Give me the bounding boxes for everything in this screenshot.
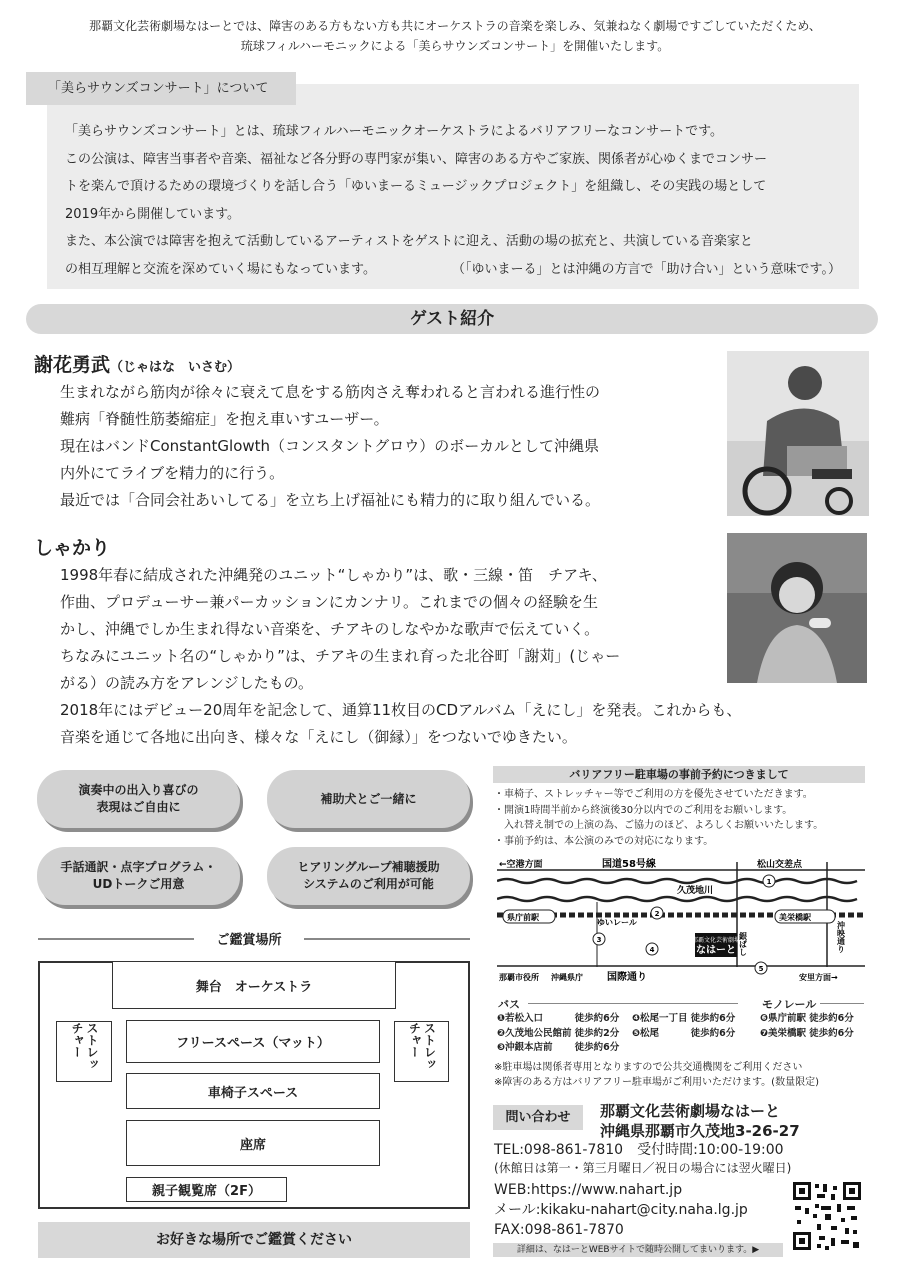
guest-1-photo <box>727 351 869 516</box>
feature-free-expression <box>37 770 240 828</box>
map-river: 久茂地川 <box>677 886 714 896</box>
monorail-station <box>760 1027 854 1042</box>
contact-links <box>494 1180 748 1240</box>
bus-stop <box>497 1027 619 1042</box>
bus-stop-name: ❷久茂地公民館前 <box>497 1027 572 1039</box>
viewing-title: ご鑑賞場所 <box>194 929 304 948</box>
guest-2-name: しゃかり <box>34 537 111 559</box>
guest-2-portrait <box>727 533 867 683</box>
access-map <box>497 857 865 987</box>
guest-2-bio <box>60 562 741 751</box>
contact-venue <box>600 1101 800 1141</box>
web-link[interactable]: WEB:https://www.nahart.jp <box>494 1182 683 1198</box>
bus-stop-name: ❶若松入口 <box>497 1013 544 1024</box>
river-wave-bottom <box>497 897 857 901</box>
feature-text: 手話通訳・点字プログラム・ UDトークご用意 <box>60 860 217 891</box>
bus-stop-name: ❹松尾一丁目 <box>632 1013 688 1024</box>
seating: 座席 <box>126 1120 380 1166</box>
parking-title: バリアフリー駐車場の事前予約につきまして <box>493 766 865 783</box>
guest-1-bio-line: 難病「脊髄性筋萎縮症」を抱え車いすユーザー。 <box>60 410 389 428</box>
feature-text: ヒアリングループ補聴援助 システムのご利用が可能 <box>297 860 440 891</box>
qr-code-image <box>791 1180 863 1252</box>
guest-2-bio-line: がる）の読み方をアレンジしたもの。 <box>60 674 314 692</box>
guest-1-bio-line: 最近では「合同会社あいしてる」を立ち上げ福祉にも精力的に取り組んでいる。 <box>60 491 601 509</box>
river-wave-top <box>497 879 857 883</box>
map-matsuyama: 松山交差点 <box>757 860 803 870</box>
bus-stops-col-2 <box>632 1012 735 1041</box>
about-line: この公演は、障害当事者や音楽、福祉など各分野の専門家が集い、障害のある方やご家族、関係者が心ゆくまでコンサー <box>65 151 768 167</box>
about-box <box>47 84 859 289</box>
bus-divider <box>528 1003 738 1004</box>
map-city-hall: 那覇市役所 <box>499 973 539 982</box>
stretcher-left: ストレッチャー <box>56 1021 112 1082</box>
map-okiei: 沖映通り <box>836 921 846 953</box>
about-last-line: の相互理解と交流を深めていく場にもなっています。 <box>65 261 376 277</box>
intro-line-2: 琉球フィルハーモニックによる「美らサウンズコンサート」を開催いたします。 <box>240 39 670 53</box>
feature-service-dog <box>267 770 470 828</box>
intro-text <box>60 16 850 56</box>
bus-stop-walk: 徒歩約6分 <box>574 1042 620 1053</box>
map-drawing <box>497 857 865 987</box>
parking-note: ・開演1時間半前から終演後30分以内でのご利用をお願いします。 <box>494 804 793 816</box>
bus-title: バス <box>498 998 520 1011</box>
map-asato: 安里方面→ <box>799 973 838 982</box>
enjoy-message: お好きな場所でご鑑賞ください <box>38 1222 470 1258</box>
bus-stop <box>497 1012 619 1027</box>
fax-number: FAX:098-861-7870 <box>494 1222 624 1238</box>
about-line: 2019年から開催しています。 <box>65 206 241 222</box>
monorail-station-walk: 徒歩約6分 <box>809 1027 854 1039</box>
qr-code[interactable] <box>791 1180 863 1252</box>
parking-warning: ※障害のある方はバリアフリー駐車場がご利用いただけます。(数量限定) <box>494 1077 819 1088</box>
closed-days: (休館日は第一・第三月曜日／祝日の場合には翌火曜日) <box>494 1161 792 1175</box>
map-pref-office: 沖縄県庁 <box>551 973 583 982</box>
map-route58: 国道58号線 <box>602 859 656 870</box>
guest-1-reading: （じゃはな いさむ） <box>110 360 241 375</box>
stage: 舞台 オーケストラ <box>112 961 396 1009</box>
map-kokusai: 国際通り <box>607 972 647 983</box>
about-line <box>65 256 841 284</box>
bus-stop-name: ❸沖銀本店前 <box>497 1042 553 1053</box>
family-seats: 親子観覧席（2F） <box>126 1177 287 1202</box>
details-note[interactable]: 詳細は、なはーとWEBサイトで随時公開してまいります。▶ <box>493 1243 783 1257</box>
stop-2-number: 2 <box>654 910 660 918</box>
wheelchair-space: 車椅子スペース <box>126 1073 380 1109</box>
guest-2-bio-line: 2018年にはデビュー20周年を記念して、通算11枚目のCDアルバム「えにし」を発表。これからも、 <box>60 701 742 719</box>
guest-1-name-text: 謝花勇武 <box>34 354 111 376</box>
bus-stop-name: ❺松尾 <box>632 1027 660 1039</box>
feature-sign-language <box>37 847 240 905</box>
contact-tel: TEL:098-861-7810 受付時間:10:00-19:00 <box>494 1142 784 1158</box>
about-line: トを楽んで頂けるための環境づくりを話し合う「ゆいまーるミュージックプロジェクト」を組織し、その実践の場として <box>65 179 767 194</box>
guest-section-heading: ゲスト紹介 <box>26 304 878 334</box>
guest-2-bio-line: かし、沖縄でしか生まれ得ない音楽を、チアキのしなやかな歌声で伝えていく。 <box>60 620 600 638</box>
map-ginbashi: 銀ばし <box>738 932 748 956</box>
parking-note: ・事前予約は、本公演のみでの対応になります。 <box>494 835 714 847</box>
bus-stop <box>632 1012 735 1027</box>
bus-stops-col-1 <box>497 1012 619 1056</box>
feature-text: 演奏中の出入り喜びの 表現はご自由に <box>78 783 199 814</box>
monorail-divider <box>820 1003 864 1004</box>
intro-line-1: 那覇文化芸術劇場なはーとでは、障害のある方もない方も共にオーケストラの音楽を楽しみ、気兼ねなく劇場ですごしていただくため、 <box>89 19 821 33</box>
stop-3-number: 3 <box>596 936 602 944</box>
guest-1-bio-line: 内外にてライブを精力的に行う。 <box>60 464 285 482</box>
about-line: また、本公演では障害を抱えて活動しているアーティストをゲストに迎え、活動の場の拡充と、共演している音楽家と <box>65 234 753 249</box>
stop-4-number: 4 <box>649 946 655 954</box>
parking-note: 入れ替え制での上演の為、ご協力のほど、よろしくお願いいたします。 <box>494 820 824 831</box>
monorail-title: モノレール <box>762 998 817 1011</box>
email-link[interactable]: メール:kikaku-nahart@city.naha.lg.jp <box>494 1202 748 1218</box>
bus-stop-walk: 徒歩約6分 <box>574 1013 620 1024</box>
guest-1-name <box>34 350 240 377</box>
guest-2-photo <box>727 533 867 683</box>
stretcher-right: ストレッチャー <box>394 1021 449 1082</box>
guest-2-bio-line: 音楽を通じて各地に出向き、様々な「えにし（御縁）」をつないでゆきたい。 <box>60 728 577 746</box>
feature-text: 補助犬とご一緒に <box>320 791 417 806</box>
map-mibashi-station: 美栄橋駅 <box>779 913 811 922</box>
guest-1-bio-line: 生まれながら筋肉が徐々に衰えて息をする筋肉さえ奪われると言われる進行性の <box>60 383 601 401</box>
guest-1-bio <box>60 379 600 514</box>
yuimaaru-note: （「ゆいまーる」とは沖縄の方言で「助け合い」という意味です。） <box>452 261 841 277</box>
venue-address: 沖縄県那覇市久茂地3-26-27 <box>600 1122 800 1140</box>
parking-warning: ※駐車場は関係者専用となりますので公共交通機関をご利用ください <box>494 1062 803 1073</box>
bus-stop-walk: 徒歩約2分 <box>574 1027 620 1039</box>
monorail-stations <box>760 1012 854 1041</box>
guest-2-bio-line: ちなみにユニット名の“しゃかり”は、チアキの生まれ育った北谷町「謝苅」(じゃー <box>60 647 621 665</box>
map-venue-label-1: 那覇文化芸術劇場 <box>691 937 741 944</box>
feature-hearing-loop <box>267 847 470 905</box>
parking-notes <box>494 787 864 849</box>
monorail-station-name: ❼美栄橋駅 <box>760 1027 807 1039</box>
free-space-mat: フリースペース（マット） <box>126 1020 380 1063</box>
about-heading: 「美らサウンズコンサート」について <box>26 72 296 105</box>
monorail-station <box>760 1012 854 1027</box>
bus-stop-walk: 徒歩約6分 <box>690 1027 736 1039</box>
guest-1-bio-line: 現在はバンドConstantGlowth（コンスタントグロウ）のボーカルとして沖縄県 <box>60 437 600 455</box>
bus-stop-walk: 徒歩約6分 <box>690 1013 736 1024</box>
map-kencho-station: 県庁前駅 <box>507 913 539 922</box>
monorail-station-walk: 徒歩約6分 <box>809 1013 854 1024</box>
about-line: 「美らサウンズコンサート」とは、琉球フィルハーモニックオーケストラによるバリアフリーなコンサートです。 <box>65 124 724 139</box>
stop-5-number: 5 <box>758 965 764 973</box>
contact-label: 問い合わせ <box>493 1105 583 1130</box>
guest-2-bio-line: 1998年春に結成された沖縄発のユニット“しゃかり”は、歌・三線・笛 チアキ、 <box>60 566 607 584</box>
guest-1-portrait <box>727 351 869 516</box>
guest-2-bio-line: 作曲、プロデューサー兼パーカッションにカンナリ。これまでの個々の経験を生 <box>60 593 599 611</box>
parking-note: ・車椅子、ストレッチャー等でご利用の方を優先させていただきます。 <box>494 789 813 800</box>
map-yui-rail: ゆいレール <box>597 918 637 927</box>
map-venue-label-2: なはーと <box>696 945 736 956</box>
venue-name: 那覇文化芸術劇場なはーと <box>600 1102 781 1120</box>
map-airport: ←空港方面 <box>499 860 543 870</box>
bus-stop <box>497 1041 619 1056</box>
monorail-station-name: ❻県庁前駅 <box>760 1013 807 1024</box>
stop-1-number: 1 <box>766 878 772 886</box>
bus-stop <box>632 1027 735 1042</box>
parking-warnings <box>494 1060 874 1090</box>
